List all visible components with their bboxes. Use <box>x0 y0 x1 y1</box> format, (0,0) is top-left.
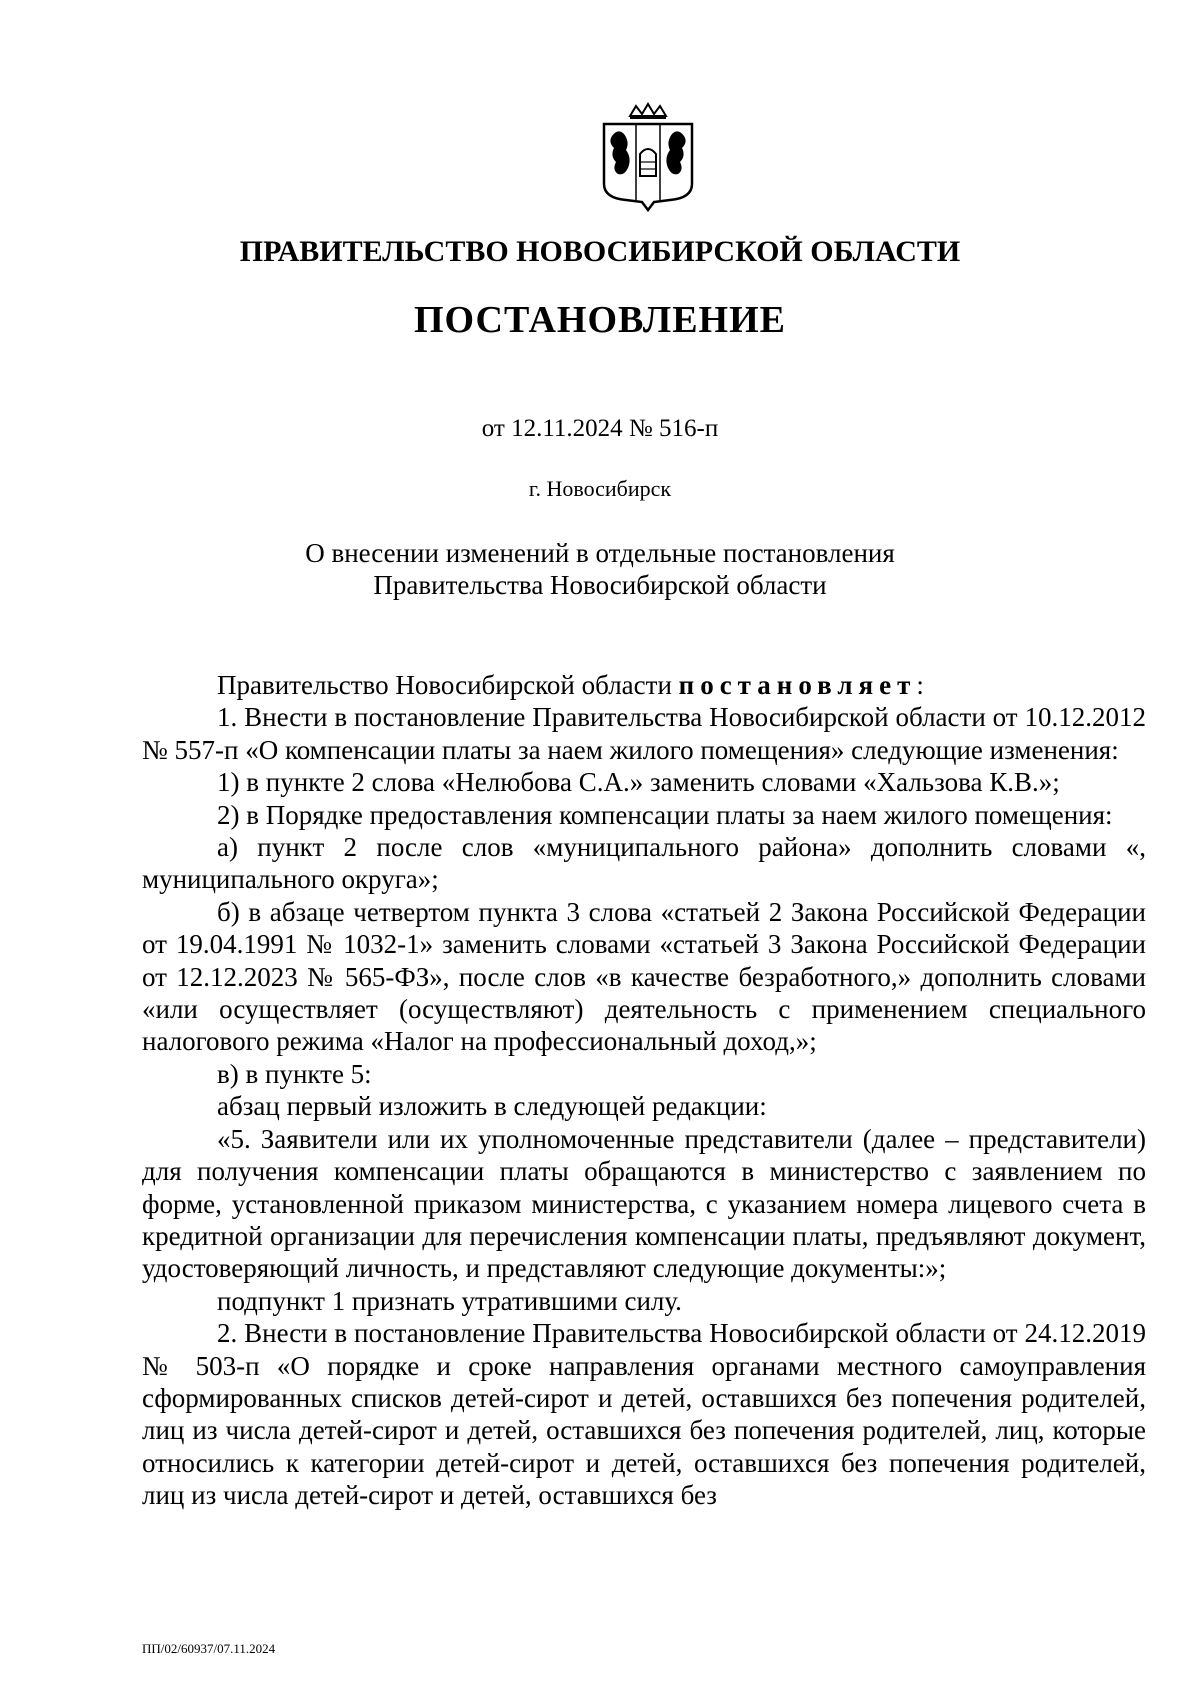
document-subject <box>0 537 1200 601</box>
paragraph: в) в пункте 5: <box>217 1058 372 1089</box>
paragraph: 2. Внести в постановление Правительства Новосибирской области от 24.12.2019 № 503-п «О порядке и сроке направления органами местного самоуправления сформированных списков детей-сирот и детей, оставшихся без попечения родителей, лиц из числа детей-сирот и детей, оставшихся без попечения родителей, лиц, которые относились к категории детей-сирот и детей, оставшихся без попечения родителей, лиц из числа детей-сирот и детей, оставшихся без <box>142 1318 1146 1511</box>
paragraph: 1. Внести в постановление Правительства Новосибирской области от 10.12.2012 № 557-п «О компенсации платы за наем жилого помещения» следующие изменения: <box>142 702 1146 765</box>
intro-verb: постановляет <box>678 670 917 700</box>
document-body <box>142 669 1146 1512</box>
paragraph: абзац первый изложить в следующей редакции: <box>217 1091 767 1122</box>
coat-of-arms-icon <box>600 102 696 212</box>
paragraph: а) пункт 2 после слов «муниципального района» дополнить словами «, муниципального округа»; <box>142 832 1146 895</box>
intro-colon: : <box>916 670 924 700</box>
paragraph: 2) в Порядке предоставления компенсации платы за наем жилого помещения: <box>217 799 1113 830</box>
paragraph: б) в абзаце четвертом пункта 3 слова «статьей 2 Закона Российской Федерации от 19.04.1991 № 1032-1» заменить словами «статьей 3 Закона Российской Федерации от 12.12.2023 № 565-ФЗ», после слов «в качестве безработного,» дополнить словами «или осуществляет (осуществляют) деятельность с применением специального налогового режима «Налог на профессиональный доход,»; <box>142 896 1146 1057</box>
paragraph: 1) в пункте 2 слова «Нелюбова С.А.» заменить словами «Хальзова К.В.»; <box>217 767 1060 798</box>
subject-line: О внесении изменений в отдельные постановления <box>305 538 895 568</box>
paragraph: «5. Заявители или их уполномоченные представители (далее – представители) для получения компенсации платы обращаются в министерство с заявлением по форме, установленной приказом министерства, с указанием номера лицевого счета в кредитной организации для перечисления компенсации платы, предъявляют документ, удостоверяющий личность, и представляют следующие документы:»; <box>142 1123 1146 1284</box>
date-number-line: от 12.11.2024 № 516-п <box>481 415 719 442</box>
paragraph: подпункт 1 признать утратившими силу. <box>217 1285 682 1316</box>
intro-paragraph <box>142 669 1146 701</box>
subject-line: Правительства Новосибирской области <box>373 570 827 600</box>
document-type: ПОСТАНОВЛЕНИЕ <box>413 299 787 341</box>
organization-title: ПРАВИТЕЛЬСТВО НОВОСИБИРСКОЙ ОБЛАСТИ <box>239 235 961 268</box>
city-line: г. Новосибирск <box>528 476 672 501</box>
document-code: ПП/02/60937/07.11.2024 <box>142 1641 276 1656</box>
intro-text: Правительство Новосибирской области <box>217 670 679 700</box>
